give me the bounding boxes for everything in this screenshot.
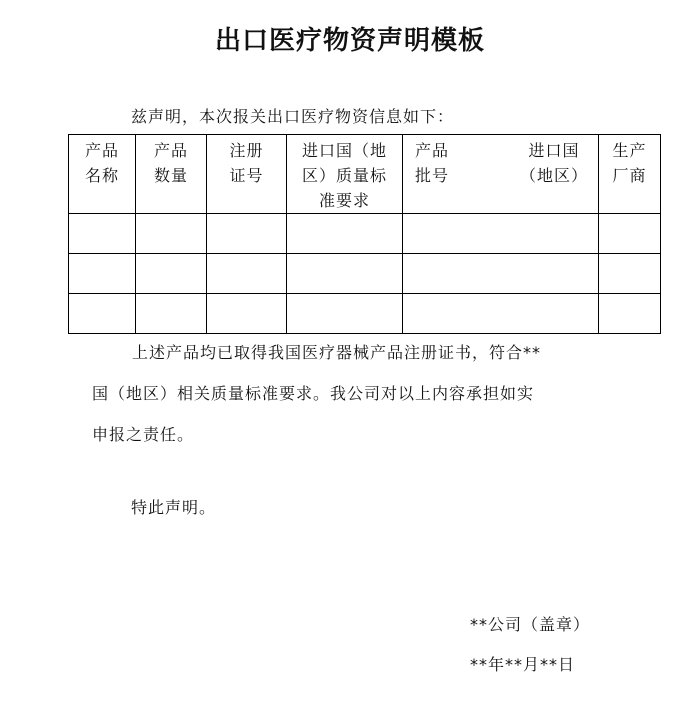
paragraph-line: 上述产品均已取得我国医疗器械产品注册证书，符合**: [132, 343, 542, 362]
table-cell: [287, 294, 403, 334]
table-row: [69, 214, 661, 254]
header-import-country: 进口国 （地区）: [519, 141, 588, 185]
table-cell: [207, 294, 287, 334]
table-header-row: [69, 135, 661, 214]
declaration-table: [68, 134, 661, 334]
header-product-quantity: 产品 数量: [136, 135, 207, 214]
table-cell: [599, 254, 661, 294]
table-cell: [403, 254, 599, 294]
table-cell: [599, 214, 661, 254]
table-cell: [136, 254, 207, 294]
table-cell: [136, 294, 207, 334]
header-batch-and-country: [403, 135, 599, 214]
paragraph-line: 国（地区）相关质量标准要求。我公司对以上内容承担如实: [92, 384, 535, 403]
intro-text: 兹声明，本次报关出口医疗物资信息如下：: [131, 107, 455, 126]
table-cell: [69, 254, 136, 294]
table-cell: [403, 294, 599, 334]
header-quality-standard: 进口国（地 区）质量标 准要求: [287, 135, 403, 214]
table-cell: [207, 254, 287, 294]
paragraph-line: 申报之责任。: [92, 425, 195, 444]
header-registration-number: 注册 证号: [207, 135, 287, 214]
table-cell: [69, 214, 136, 254]
table-cell: [287, 214, 403, 254]
table-cell: [136, 214, 207, 254]
signature-company: **公司（盖章）: [470, 615, 591, 634]
table-cell: [403, 214, 599, 254]
table-cell: [599, 294, 661, 334]
document-title: 出口医疗物资声明模板: [214, 26, 485, 56]
table-cell: [287, 254, 403, 294]
table-cell: [69, 294, 136, 334]
table-cell: [207, 214, 287, 254]
table-row: [69, 254, 661, 294]
declaration-paragraph: [92, 332, 632, 455]
header-product-name: 产品 名称: [69, 135, 136, 214]
closing-statement: 特此声明。: [131, 498, 217, 517]
table-row: [69, 294, 661, 334]
signature-date: **年**月**日: [470, 655, 576, 674]
header-batch-number: 产品 批号: [415, 141, 450, 185]
header-manufacturer: 生产 厂商: [599, 135, 661, 214]
